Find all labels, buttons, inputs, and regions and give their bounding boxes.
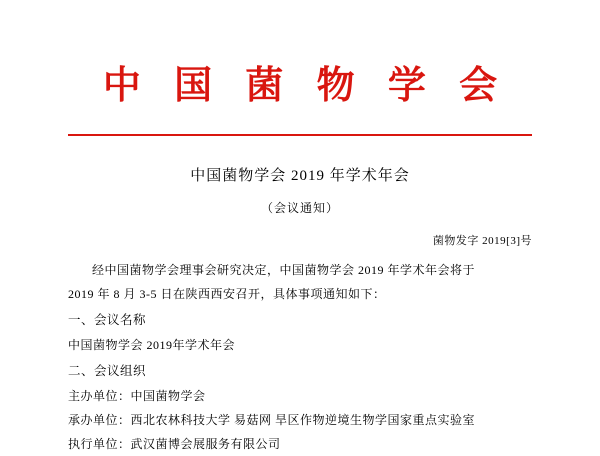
intro-paragraph-line-2: 2019 年 8 月 3-5 日在陕西西安召开，具体事项通知如下： [68,286,386,301]
document-number: 菌物发字 2019[3]号 [432,234,532,247]
document-subtitle: （会议通知） [260,200,339,215]
intro-paragraph-line-1: 经中国菌物学会理事会研究决定，中国菌物学会 2019 年学术年会将于 [92,262,476,277]
masthead-divider [68,134,532,136]
section-2-line-3: 执行单位：武汉菌博会展服务有限公司 [68,436,281,451]
section-heading-2: 二、会议组织 [68,363,147,378]
section-1-line-1: 中国菌物学会 2019年学术年会 [68,337,236,352]
section-2-line-2: 承办单位：西北农林科技大学 易菇网 旱区作物逆境生物学国家重点实验室 [68,412,476,427]
section-heading-1: 一、会议名称 [68,312,147,327]
organization-masthead: 中 国 菌 物 学 会 [102,62,508,107]
section-2-line-1: 主办单位：中国菌物学会 [68,388,206,403]
document-title: 中国菌物学会 2019 年学术年会 [190,167,410,184]
